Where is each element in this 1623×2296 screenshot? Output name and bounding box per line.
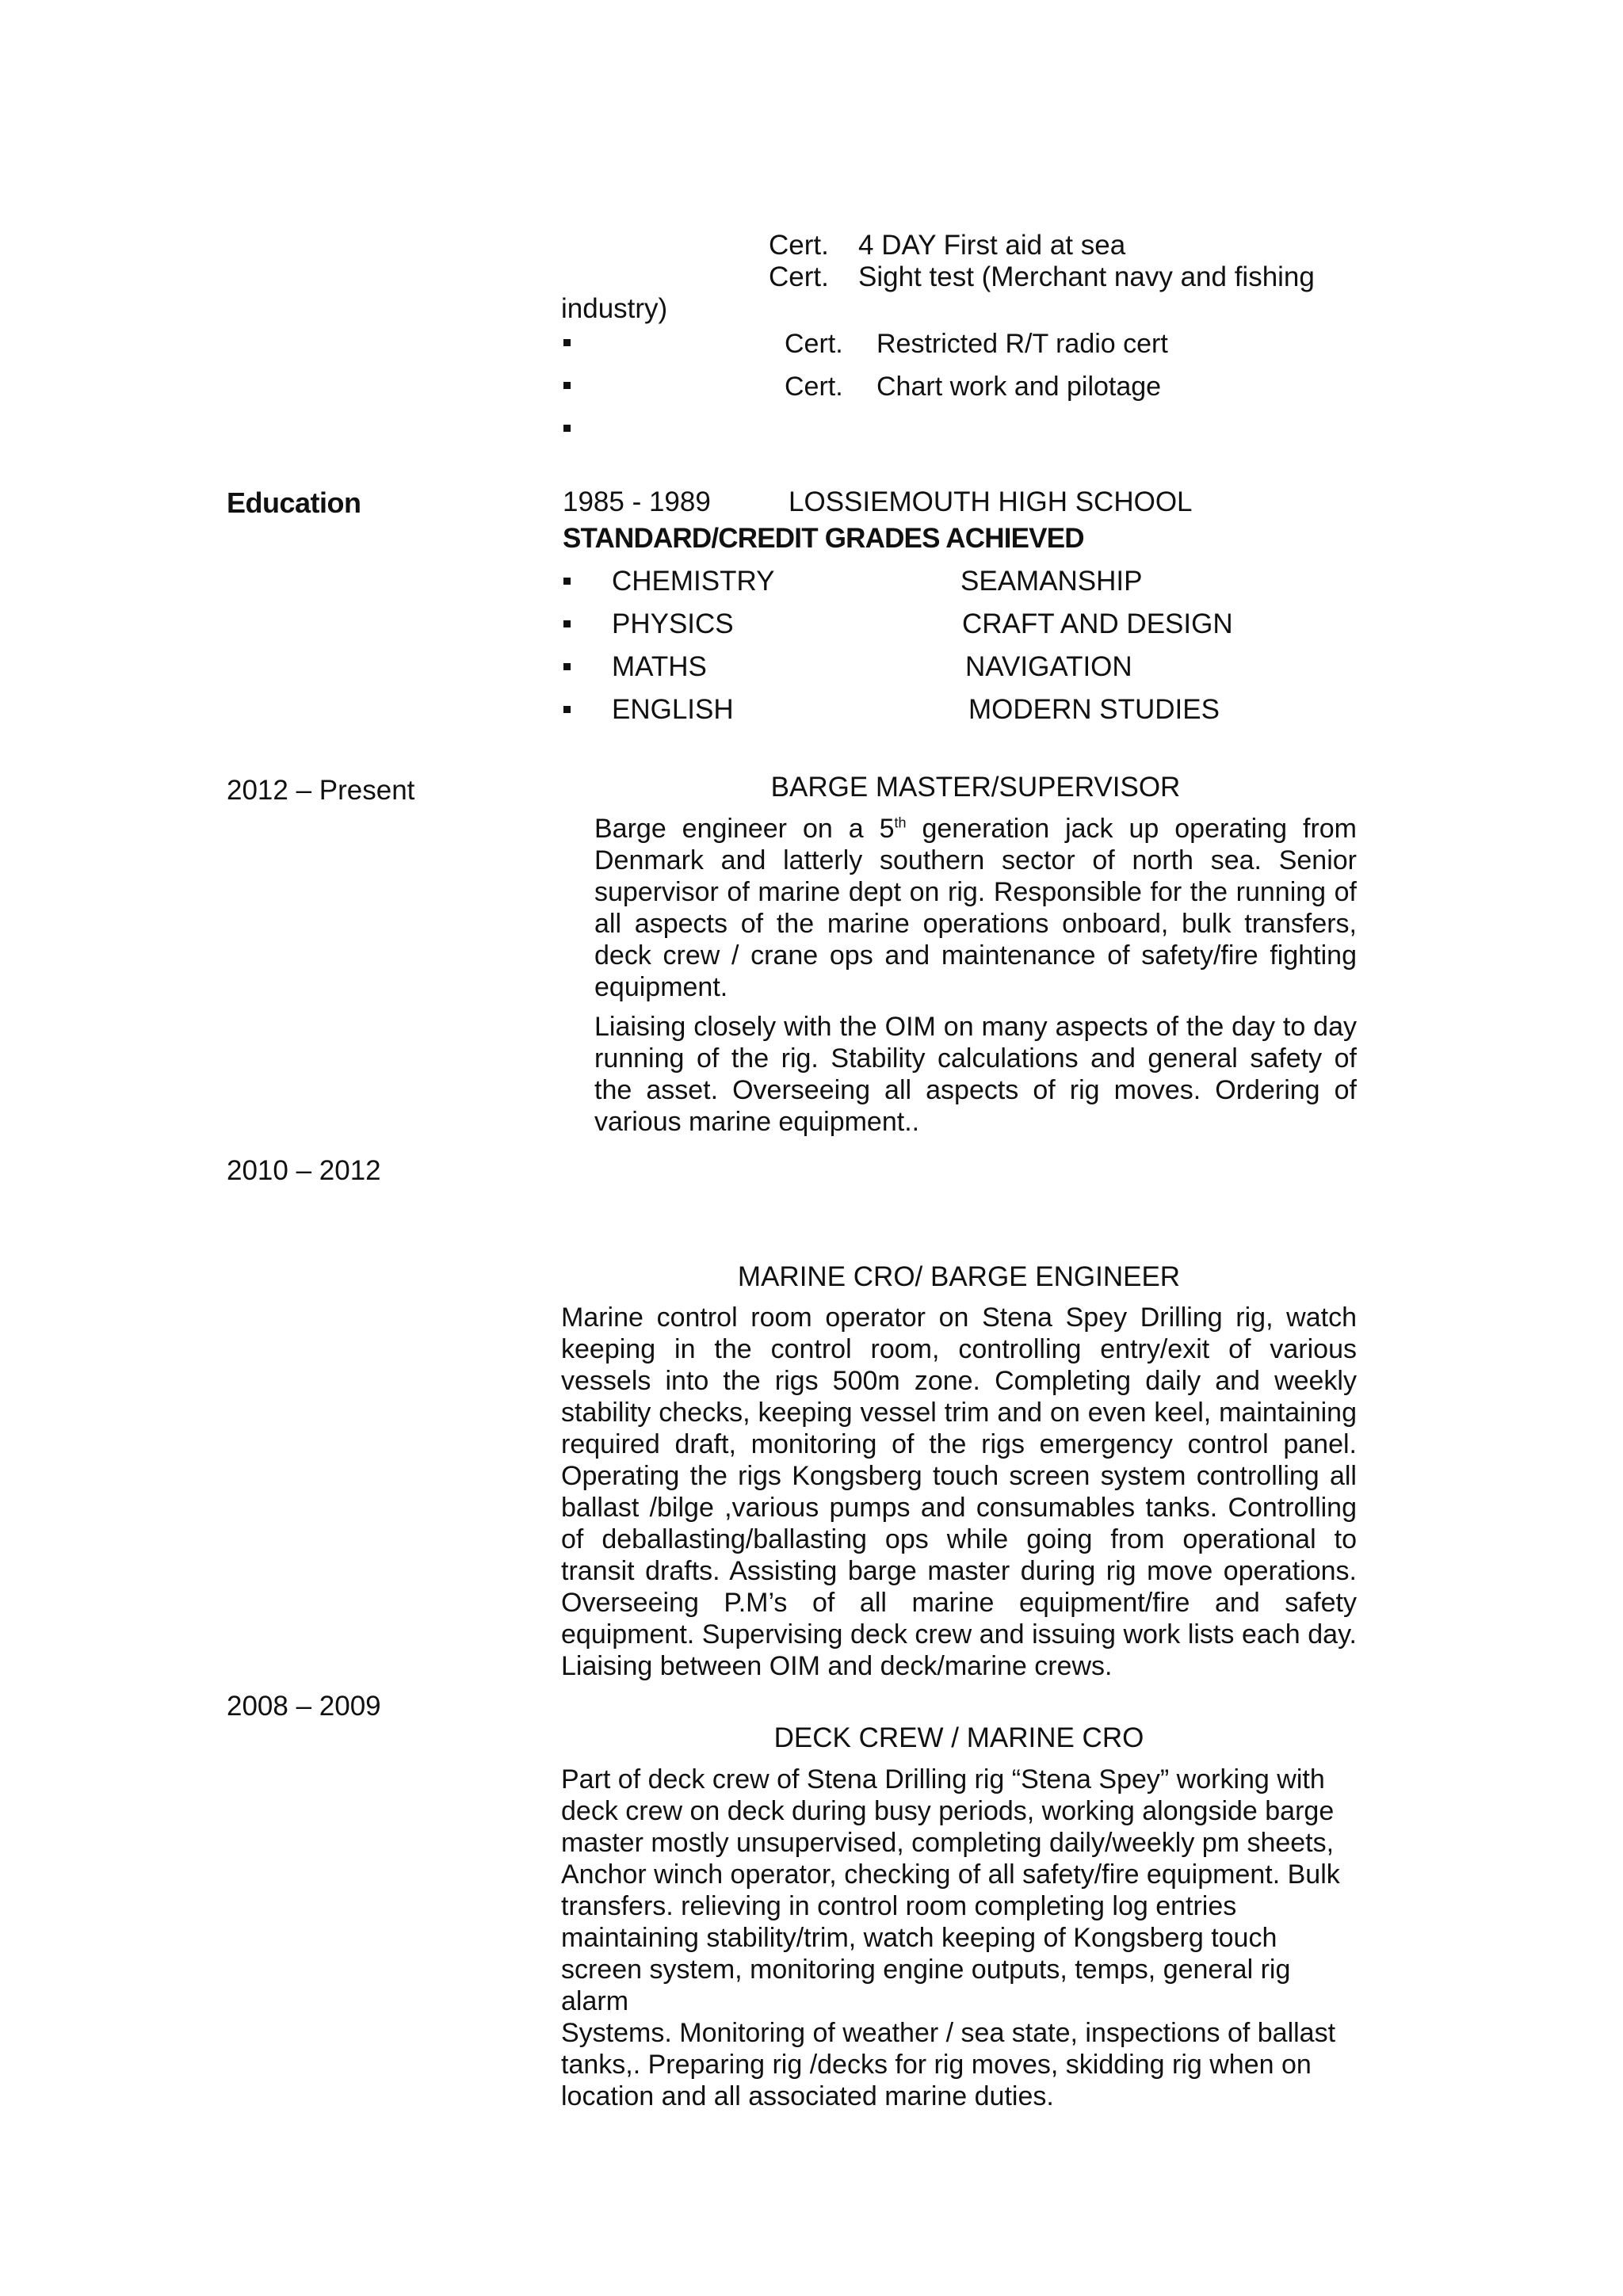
job-line: tanks,. Preparing rig /decks for rig moves, skidding rig when on — [561, 2050, 1312, 2080]
cert-text: 4 DAY First aid at sea — [858, 230, 1126, 261]
job-line: Part of deck crew of Stena Drilling rig “Stena Spey” working with — [561, 1764, 1325, 1794]
job-dates: 2008 – 2009 — [227, 1691, 381, 1722]
cert-label: Cert. — [769, 230, 829, 261]
grades-heading: STANDARD/CREDIT GRADES ACHIEVED — [563, 523, 1084, 554]
subject-right: NAVIGATION — [965, 651, 1132, 682]
bullet-icon — [563, 382, 571, 389]
job-line: screen system, monitoring engine outputs, temps, general rig — [561, 1955, 1291, 1985]
section-label-education: Education — [227, 486, 361, 519]
bullet-icon — [563, 663, 571, 670]
school-name: LOSSIEMOUTH HIGH SCHOOL — [789, 486, 1193, 517]
cert-label: Cert. — [785, 329, 843, 359]
subject-left: PHYSICS — [612, 608, 734, 639]
job-description — [561, 1764, 1401, 2112]
job-line: location and all associated marine duties. — [561, 2081, 1054, 2111]
education-years: 1985 - 1989 — [563, 486, 711, 517]
bullet-icon — [563, 339, 571, 346]
job-line: master mostly unsupervised, completing daily/weekly pm sheets, — [561, 1828, 1335, 1858]
job-line: Systems. Monitoring of weather / sea state, inspections of ballast — [561, 2018, 1336, 2048]
job-title: DECK CREW / MARINE CRO — [773, 1722, 1144, 1753]
subject-right: CRAFT AND DESIGN — [962, 608, 1233, 639]
subject-right: MODERN STUDIES — [968, 694, 1220, 725]
cert-text-continuation: industry) — [561, 293, 668, 324]
job-paragraph: Barge engineer on a 5th generation jack up operating from Denmark and latterly southern sector of north sea. Senior supervisor of marine dept on rig. Responsible for the running of all aspects of the marine operations onboard, bulk transfers, deck crew / crane ops and maintenance of safety/fire fighting equipment. — [594, 814, 1358, 1002]
job-description — [594, 813, 1357, 1138]
bullet-icon — [563, 578, 571, 585]
subject-left: MATHS — [612, 651, 707, 682]
job-line: maintaining stability/trim, watch keeping of Kongsberg touch — [561, 1923, 1277, 1953]
bullet-icon — [563, 620, 571, 627]
job-paragraph: Marine control room operator on Stena Spey Drilling rig, watch keeping in the control room, controlling entry/exit of various vessels into the rigs 500m zone. Completing daily and weekly stability checks, keeping vessel trim and on even keel, maintaining required draft, monitoring of the rigs emergency control panel. Operating the rigs Kongsberg touch screen system controlling all ballast /bilge ,various pumps and consumables tanks. Controlling of deballasting/ballasting ops while going from operational to transit drafts. Assisting barge master during rig move operations. Overseeing P.M’s of all marine equipment/fire and safety equipment. Supervising deck crew and issuing work lists each day. Liaising between OIM and deck/marine crews. — [561, 1302, 1357, 1681]
job-line: deck crew on deck during busy periods, working alongside barge — [561, 1796, 1335, 1826]
subject-left: CHEMISTRY — [612, 566, 775, 597]
cert-label: Cert. — [785, 372, 843, 402]
job-line: Anchor winch operator, checking of all safety/fire equipment. Bulk — [561, 1859, 1340, 1890]
job-title: MARINE CRO/ BARGE ENGINEER — [737, 1261, 1181, 1292]
job-description — [561, 1302, 1357, 1682]
cert-text: Chart work and pilotage — [876, 372, 1162, 402]
job-line: transfers. relieving in control room completing log entries — [561, 1891, 1237, 1921]
job-dates: 2010 – 2012 — [227, 1155, 381, 1186]
subject-left: ENGLISH — [612, 694, 734, 725]
cert-text: Sight test (Merchant navy and fishing — [858, 261, 1315, 292]
cert-text: Restricted R/T radio cert — [876, 329, 1168, 359]
job-title: BARGE MASTER/SUPERVISOR — [770, 772, 1181, 803]
bullet-icon — [563, 425, 571, 432]
cert-label: Cert. — [769, 261, 829, 292]
job-paragraph: Liaising closely with the OIM on many aspects of the day to day running of the rig. Stability calculations and general safety of the asset. Overseeing all aspects of rig moves. Ordering of various marine equipment.. — [594, 1012, 1357, 1137]
job-dates: 2012 – Present — [227, 775, 415, 806]
job-line: alarm — [561, 1986, 629, 2016]
bullet-icon — [563, 706, 571, 713]
subject-right: SEAMANSHIP — [960, 566, 1143, 597]
